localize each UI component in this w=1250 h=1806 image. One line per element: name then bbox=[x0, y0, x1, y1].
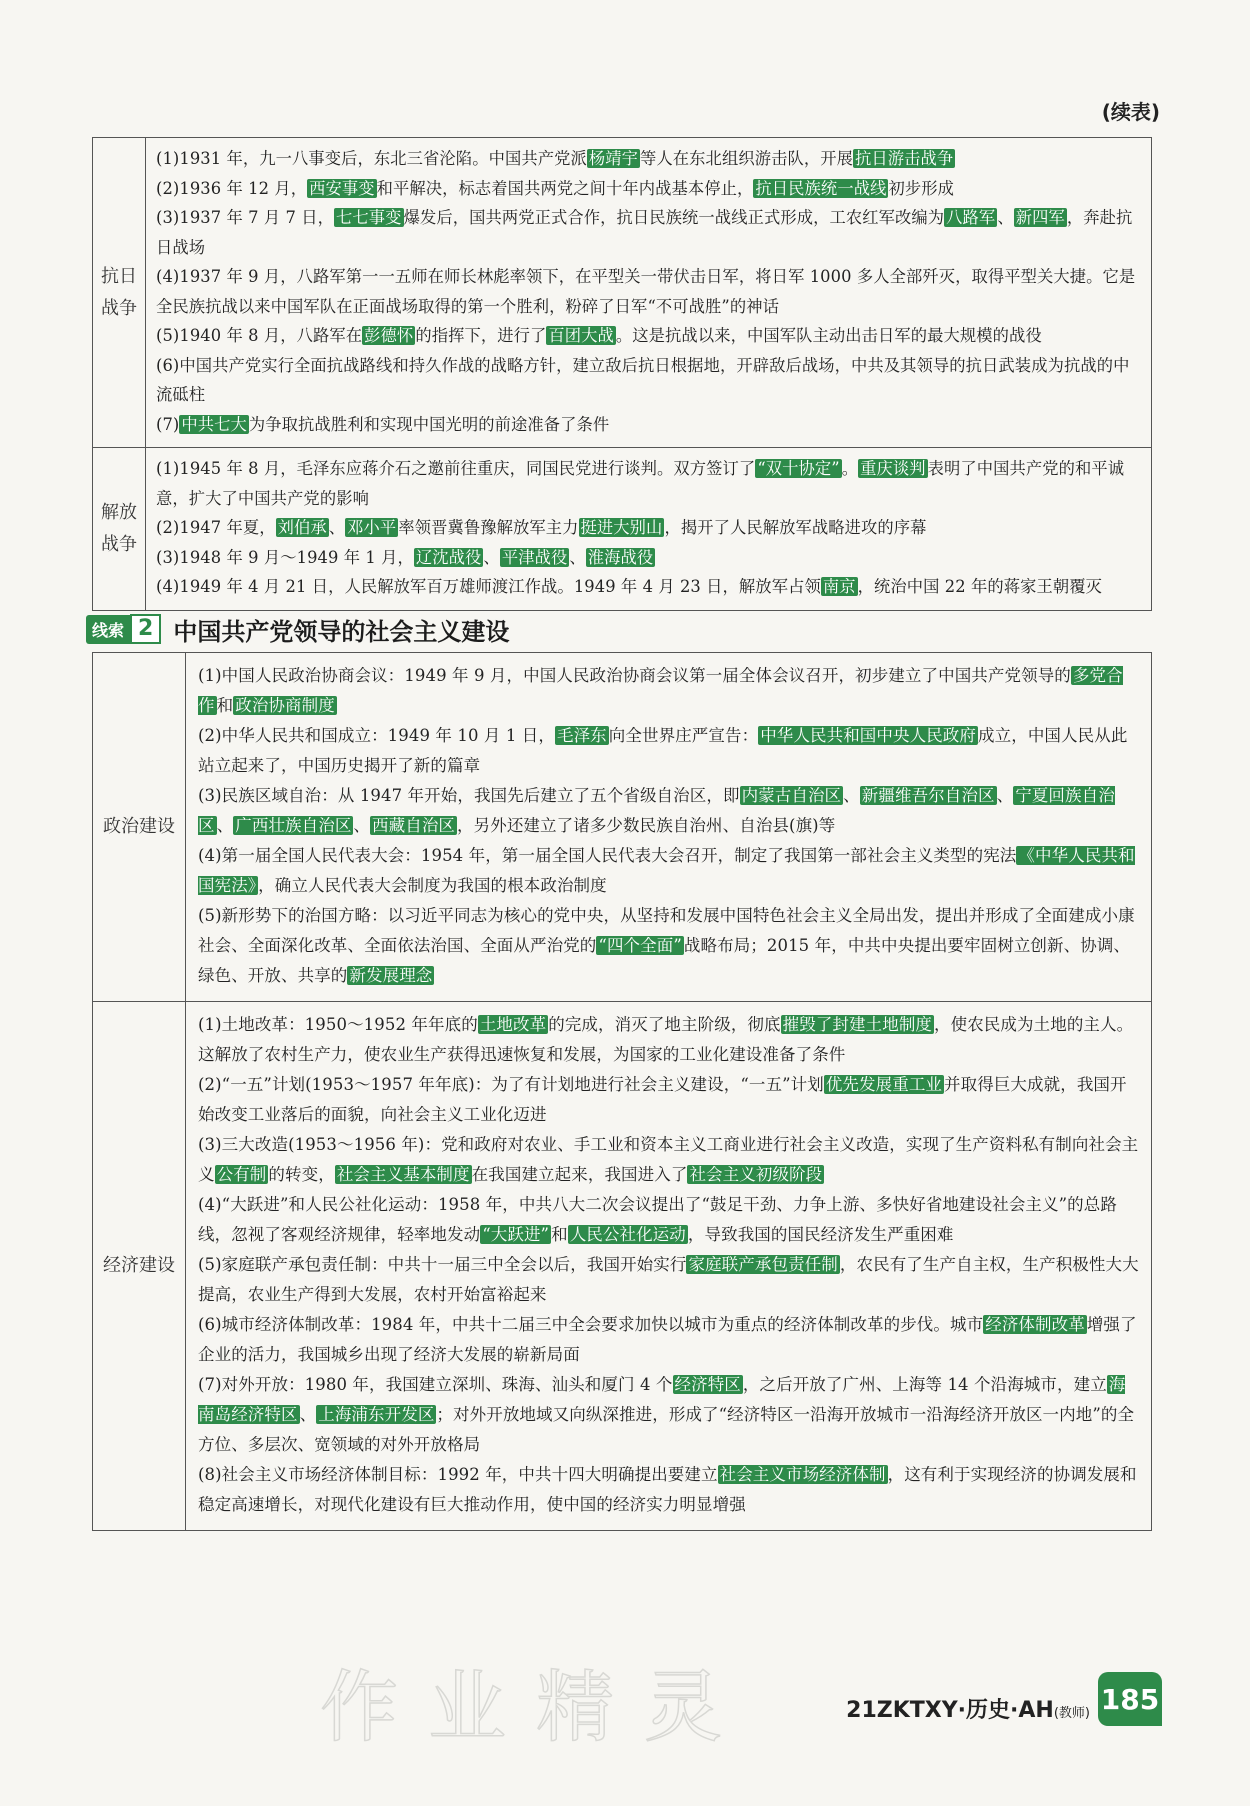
highlight-term: 广西壮族自治区 bbox=[235, 816, 352, 835]
text-segment: 和平解决，标志着国共两党之间十年内战基本停止， bbox=[376, 178, 754, 198]
highlight-term: 内蒙古自治区 bbox=[741, 786, 842, 805]
highlight-term: 抗日民族统一战线 bbox=[755, 178, 887, 198]
table-row bbox=[93, 653, 1152, 1002]
text-segment: ，奔赴抗日战场 bbox=[156, 208, 1133, 257]
highlight-term: 刘伯承 bbox=[277, 518, 327, 537]
text-segment: 。这是抗战以来，中国军队主动出击日军的最大规模的战役 bbox=[615, 326, 1042, 345]
text-segment: 为争取抗战胜利和实现中国光明的前途准备了条件 bbox=[248, 414, 610, 434]
text-segment: (3)三大改造(1953～1956 年)：党和政府对农业、手工业和资本主义工商业进行社会主义改造，实现了生产资料私有制向社会主义 bbox=[198, 1135, 1139, 1184]
row-label: 经济建设 bbox=[93, 1002, 186, 1531]
table-row bbox=[93, 448, 1152, 611]
highlight-term: 中华人民共和国中央人民政府 bbox=[760, 726, 977, 745]
construction-table bbox=[92, 652, 1152, 1531]
highlight-term: 重庆谈判 bbox=[860, 459, 926, 478]
text-segment: ，揭开了人民解放军战略进攻的序幕 bbox=[664, 518, 927, 537]
list-item bbox=[156, 174, 1141, 204]
text-segment: ，使农民成为土地的主人。这解放了农村生产力，使农业生产获得迅速恢复和发展，为国家的工业化建设准备了条件 bbox=[198, 1015, 1134, 1064]
row-label: 抗日战争 bbox=[93, 138, 146, 448]
list-item bbox=[198, 1370, 1139, 1460]
text-segment: 和 bbox=[216, 696, 234, 715]
highlight-term: 辽沈战役 bbox=[415, 547, 482, 567]
text-segment: (5)新形势下的治国方略：以习近平同志为核心的党中央，从坚持和发展中国特色社会主义全局出发，提出并形成了全面建成小康社会、全面深化改革、全面依法治国、全面从严治党的 bbox=[198, 906, 1135, 955]
highlight-term: 淮海战役 bbox=[587, 547, 654, 567]
highlight-term: 新四军 bbox=[1015, 208, 1065, 227]
text-segment: ，导致我国的国民经济发生严重困难 bbox=[687, 1225, 954, 1244]
text-segment: 、 bbox=[328, 518, 346, 537]
list-item bbox=[198, 661, 1139, 721]
highlight-term: 人民公社化运动 bbox=[569, 1225, 686, 1244]
text-segment: 的指挥下，进行了 bbox=[415, 326, 547, 345]
highlight-term: 海南岛经济特区 bbox=[198, 1375, 1126, 1424]
text-segment: (5)1940 年 8 月，八路军在 bbox=[156, 326, 363, 345]
text-segment: (2)中华人民共和国成立：1949 年 10 月 1 日， bbox=[198, 726, 555, 745]
list-item bbox=[156, 543, 1141, 573]
text-segment: 、 bbox=[216, 816, 234, 835]
list-item bbox=[198, 781, 1139, 841]
highlight-term: 百团大战 bbox=[548, 326, 614, 345]
list-item bbox=[198, 841, 1139, 901]
list-item bbox=[198, 1070, 1139, 1130]
highlight-term: 摧毁了封建土地制度 bbox=[782, 1015, 933, 1034]
war-table bbox=[92, 137, 1152, 611]
highlight-term: 经济特区 bbox=[674, 1375, 741, 1394]
highlight-term: “双十协定” bbox=[757, 459, 840, 478]
table-row bbox=[93, 1002, 1152, 1531]
text-segment: (2)1936 年 12 月， bbox=[156, 178, 308, 198]
watermark: 作业精灵 bbox=[320, 1663, 753, 1753]
text-segment: ；对外开放地域又向纵深推进，形成了“经济特区一沿海开放城市一沿海经济开放区一内地”的全方位、多层次、宽领域的对外开放格局 bbox=[198, 1405, 1135, 1454]
book-code: 21ZKTXY·历史·AH(教师) bbox=[846, 1698, 1090, 1723]
list-item bbox=[156, 203, 1141, 262]
text-segment: (1)1945 年 8 月，毛泽东应蒋介石之邀前往重庆，同国民党进行谈判。双方签订了 bbox=[156, 459, 756, 478]
row-content bbox=[146, 448, 1152, 611]
highlight-term: 杨靖宇 bbox=[588, 149, 639, 168]
text-segment: (2)“一五”计划(1953～1957 年年底)：为了有计划地进行社会主义建设，“一五”计划 bbox=[198, 1075, 824, 1094]
row-content bbox=[186, 1002, 1152, 1531]
text-segment: ，之后开放了广州、上海等 14 个沿海城市，建立 bbox=[742, 1375, 1107, 1394]
text-segment: 、 bbox=[996, 786, 1014, 805]
text-segment: ，这有利于实现经济的协调发展和稳定高速增长，对现代化建设有巨大推动作用，使中国的经济实力明显增强 bbox=[198, 1465, 1137, 1514]
text-segment: (8)社会主义市场经济体制目标：1992 年，中共十四大明确提出要建立 bbox=[198, 1465, 718, 1484]
text-segment: 的完成，消灭了地主阶级，彻底 bbox=[548, 1015, 781, 1034]
highlight-term: 抗日游击战争 bbox=[855, 149, 954, 168]
list-item bbox=[198, 721, 1139, 781]
text-segment: (1)中国人民政治协商会议：1949 年 9 月，中国人民政治协商会议第一届全体会议召开，初步建立了中国共产党领导的 bbox=[198, 666, 1071, 685]
text-segment: 、 bbox=[843, 786, 860, 805]
text-segment: ，农民有了生产自主权，生产积极性大大提高，农业生产得到大发展，农村开始富裕起来 bbox=[198, 1255, 1139, 1304]
list-item bbox=[156, 262, 1141, 321]
highlight-term: 上海浦东开发区 bbox=[318, 1405, 435, 1424]
text-segment: (6)中国共产党实行全面抗战路线和持久作战的战略方针，建立敌后抗日根据地，开辟敌后战场，中共及其领导的抗日武装成为抗战的中流砥柱 bbox=[156, 355, 1130, 404]
text-segment: (4)第一届全国人民代表大会：1954 年，第一届全国人民代表大会召开，制定了我国第一部社会主义类型的宪法 bbox=[198, 846, 1017, 865]
highlight-term: 宁夏回族自治区 bbox=[198, 786, 1115, 835]
text-segment: (2)1947 年夏， bbox=[156, 518, 276, 537]
page-footer bbox=[846, 1672, 1162, 1726]
highlight-term: 《中华人民共和国宪法》 bbox=[198, 846, 1135, 895]
highlight-term: 家庭联产承包责任制 bbox=[688, 1255, 838, 1274]
row-label: 解放战争 bbox=[93, 448, 146, 611]
continued-label: (续表) bbox=[1101, 100, 1160, 124]
text-segment: 初步形成 bbox=[888, 178, 954, 198]
text-segment: (3)1937 年 7 月 7 日， bbox=[156, 208, 335, 227]
text-segment: (3)民族区域自治：从 1947 年开始，我国先后建立了五个省级自治区，即 bbox=[198, 786, 740, 805]
highlight-term: 多党合作 bbox=[198, 666, 1123, 715]
clue-tag bbox=[86, 614, 161, 644]
highlight-term: 挺进大别山 bbox=[580, 518, 663, 537]
text-segment: 爆发后，国共两党正式合作，抗日民族统一战线正式形成，工农红军改编为 bbox=[403, 208, 945, 227]
text-segment: 、 bbox=[483, 547, 500, 567]
text-segment: 、 bbox=[997, 208, 1014, 227]
list-item bbox=[156, 513, 1141, 543]
highlight-term: 公有制 bbox=[216, 1165, 267, 1184]
list-item bbox=[156, 572, 1141, 602]
text-segment: 的转变， bbox=[268, 1165, 335, 1184]
list-item bbox=[198, 901, 1139, 991]
highlight-term: 八路军 bbox=[946, 208, 996, 227]
section-header bbox=[86, 612, 509, 646]
text-segment: 在我国建立起来，我国进入了 bbox=[471, 1165, 688, 1184]
clue-tag-label: 线索 bbox=[86, 615, 130, 644]
list-item bbox=[156, 144, 1141, 174]
text-segment: 。 bbox=[841, 459, 859, 478]
list-item bbox=[198, 1010, 1139, 1070]
highlight-term: 社会主义市场经济体制 bbox=[719, 1465, 886, 1484]
list-item bbox=[198, 1190, 1139, 1250]
highlight-term: 毛泽东 bbox=[556, 726, 607, 745]
text-segment: (3)1948 年 9 月～1949 年 1 月， bbox=[156, 547, 414, 567]
highlight-term: “大跃进” bbox=[482, 1225, 550, 1244]
page-number: 185 bbox=[1098, 1672, 1162, 1726]
row-content bbox=[146, 138, 1152, 448]
row-label: 政治建设 bbox=[93, 653, 186, 1002]
list-item bbox=[198, 1250, 1139, 1310]
row-content bbox=[186, 653, 1152, 1002]
text-segment: (6)城市经济体制改革：1984 年，中共十二届三中全会要求加快以城市为重点的经济体制改革的步伐。城市 bbox=[198, 1315, 984, 1334]
text-segment: 表明了中国共产党的和平诚意，扩大了中国共产党的影响 bbox=[156, 459, 1125, 508]
highlight-term: 平津战役 bbox=[501, 547, 568, 567]
text-segment: 增强了企业的活力，我国城乡出现了经济大发展的崭新局面 bbox=[198, 1315, 1137, 1364]
text-segment: 并取得巨大成就，我国开始改变工业落后的面貌，向社会主义工业化迈进 bbox=[198, 1075, 1127, 1124]
highlight-term: 新发展理念 bbox=[349, 966, 433, 985]
list-item bbox=[198, 1130, 1139, 1190]
highlight-term: 政治协商制度 bbox=[235, 696, 335, 715]
highlight-term: 新疆维吾尔自治区 bbox=[861, 786, 995, 805]
text-segment: 、 bbox=[353, 816, 371, 835]
highlight-term: 社会主义初级阶段 bbox=[689, 1165, 823, 1184]
text-segment: (4)“大跃进”和人民公社化运动：1958 年，中共八大二次会议提出了“鼓足干劲、力争上游、多快好省地建设社会主义”的总路线，忽视了客观经济规律，轻率地发动 bbox=[198, 1195, 1117, 1244]
highlight-term: 邓小平 bbox=[347, 518, 397, 537]
text-segment: 、 bbox=[569, 547, 586, 567]
text-segment: (1)土地改革：1950～1952 年年底的 bbox=[198, 1015, 478, 1034]
text-segment: ，确立人民代表大会制度为我国的根本政治制度 bbox=[258, 876, 607, 895]
text-segment: 成立，中国人民从此站立起来了，中国历史揭开了新的篇章 bbox=[198, 726, 1128, 775]
highlight-term: 南京 bbox=[822, 577, 856, 596]
list-item bbox=[156, 351, 1141, 410]
text-segment: ，统治中国 22 年的蒋家王朝覆灭 bbox=[857, 577, 1103, 596]
list-item bbox=[156, 454, 1141, 513]
text-segment: (4)1949 年 4 月 21 日，人民解放军百万雄师渡江作战。1949 年 4 月 23 日，解放军占领 bbox=[156, 577, 821, 596]
text-segment: 和 bbox=[551, 1225, 568, 1244]
text-segment: (4)1937 年 9 月，八路军第一一五师在师长林彪率领下，在平型关一带伏击日军，将日军 1000 多人全部歼灭，取得平型关大捷。它是全民族抗战以来中国军队在正面战场取得的第一个胜利，粉碎了日军“不可战胜”的神话 bbox=[156, 267, 1136, 316]
highlight-term: 优先发展重工业 bbox=[825, 1075, 943, 1094]
highlight-term: 七七事变 bbox=[336, 208, 402, 227]
highlight-term: “四个全面” bbox=[598, 936, 682, 955]
text-segment: (7)对外开放：1980 年，我国建立深圳、珠海、汕头和厦门 4 个 bbox=[198, 1375, 673, 1394]
highlight-term: 西安事变 bbox=[309, 178, 375, 198]
highlight-term: 经济体制改革 bbox=[985, 1315, 1085, 1334]
text-segment: 率领晋冀鲁豫解放军主力 bbox=[398, 518, 579, 537]
text-segment: 向全世界庄严宣告： bbox=[608, 726, 759, 745]
highlight-term: 中共七大 bbox=[181, 414, 247, 434]
list-item bbox=[198, 1310, 1139, 1370]
list-item bbox=[156, 410, 1141, 440]
text-segment: (7) bbox=[156, 414, 180, 434]
text-segment: ，另外还建立了诸多少数民族自治州、自治县(旗)等 bbox=[457, 816, 836, 835]
section-title: 中国共产党领导的社会主义建设 bbox=[173, 617, 510, 646]
table-row bbox=[93, 138, 1152, 448]
text-segment: 、 bbox=[299, 1405, 317, 1424]
highlight-term: 土地改革 bbox=[479, 1015, 547, 1034]
text-segment: 等人在东北组织游击队，开展 bbox=[640, 149, 853, 168]
text-segment: (1)1931 年，九一八事变后，东北三省沦陷。中国共产党派 bbox=[156, 149, 587, 168]
clue-tag-number: 2 bbox=[130, 614, 161, 644]
list-item bbox=[156, 321, 1141, 351]
text-segment: 战略布局；2015 年，中共中央提出要牢固树立创新、协调、绿色、开放、共享的 bbox=[198, 936, 1131, 985]
list-item bbox=[198, 1460, 1139, 1520]
highlight-term: 西藏自治区 bbox=[372, 816, 456, 835]
text-segment: (5)家庭联产承包责任制：中共十一届三中全会以后，我国开始实行 bbox=[198, 1255, 687, 1274]
highlight-term: 社会主义基本制度 bbox=[336, 1165, 470, 1184]
highlight-term: 彭德怀 bbox=[364, 326, 414, 345]
